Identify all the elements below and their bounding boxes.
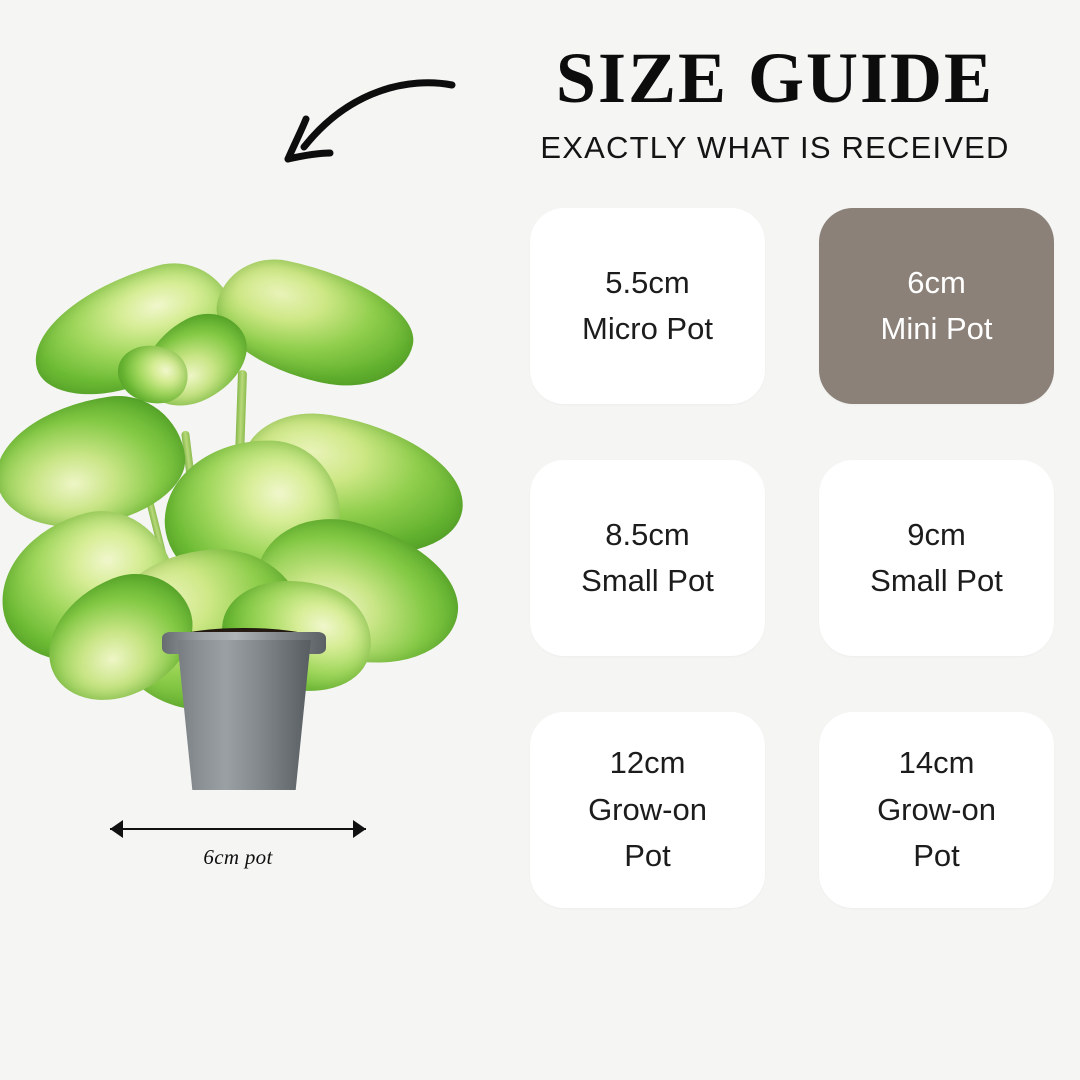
pothos-plant-photo [0, 250, 500, 810]
size-option-grow-on-12[interactable] [530, 712, 765, 908]
size-option-micro-pot[interactable] [530, 208, 765, 404]
size-option-name: Small Pot [581, 563, 714, 598]
double-headed-arrow-icon [110, 820, 366, 838]
size-option-size: 14cm [898, 745, 975, 781]
size-option-name: Micro Pot [582, 311, 713, 346]
size-option-size: 8.5cm [605, 516, 690, 552]
pot-measure-label: 6cm pot [203, 845, 273, 869]
size-option-name-second-line: Pot [913, 838, 960, 874]
size-option-grow-on-14[interactable] [819, 712, 1054, 908]
size-option-name-second-line: Pot [624, 838, 671, 874]
size-option-name: Small Pot [870, 563, 1003, 598]
size-guide-panel [490, 30, 1060, 1030]
size-option-name: Mini Pot [880, 311, 993, 346]
nursery-pot [168, 640, 320, 790]
page-title: SIZE GUIDE [555, 38, 995, 118]
curved-arrow-icon [280, 75, 460, 175]
size-option-small-pot-9[interactable] [819, 460, 1054, 656]
size-option-name: Grow-on [877, 791, 996, 827]
size-option-size: 9cm [907, 516, 966, 552]
size-option-size: 5.5cm [605, 264, 690, 300]
size-option-small-pot-85[interactable] [530, 460, 765, 656]
page-subtitle: EXACTLY WHAT IS RECEIVED [540, 130, 1010, 165]
size-option-name: Grow-on [588, 791, 707, 827]
size-option-mini-pot[interactable] [819, 208, 1054, 404]
size-options-grid [490, 208, 1060, 908]
size-option-size: 12cm [609, 745, 686, 781]
size-option-size: 6cm [907, 264, 966, 300]
